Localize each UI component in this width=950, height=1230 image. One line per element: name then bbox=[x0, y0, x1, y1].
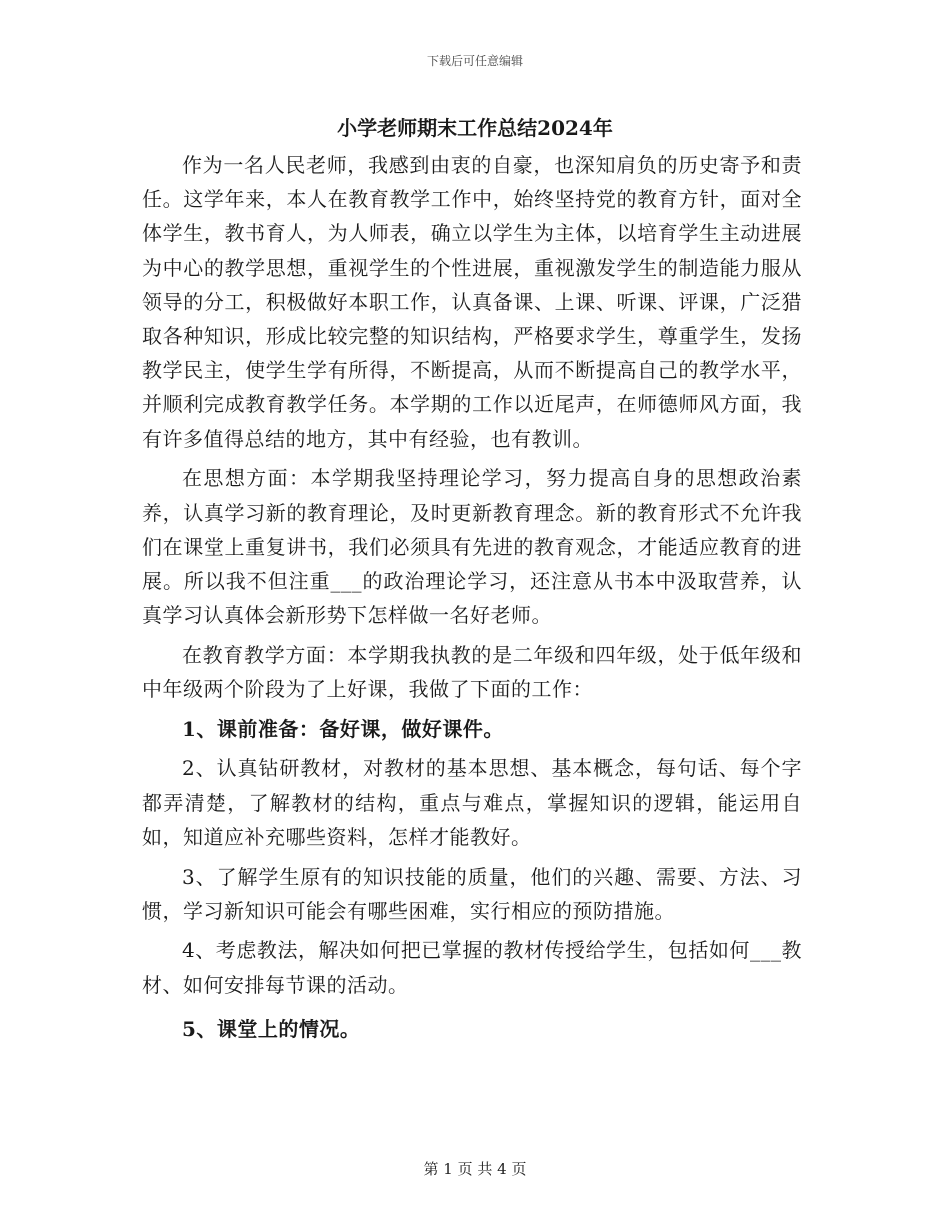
document-title: 小学老师期末工作总结2024年 bbox=[337, 116, 613, 140]
paragraph-thought: 在思想方面：本学期我坚持理论学习，努力提高自身的思想政治素养，认真学习新的教育理论，及时更新教育理念。新的教育形式不允许我们在课堂上重复讲书，我们必须具有先进的教育观念，才能适应教育的进展。所以我不但注重___的政治理论学习，还注意从书本中汲取营养，认真学习认真体会新形势下怎样做一名好老师。 bbox=[142, 466, 802, 628]
list-item-4: 4、考虑教法，解决如何把已掌握的教材传授给学生，包括如何___教材、如何安排每节课的活动。 bbox=[142, 938, 802, 997]
list-item-heading-5: 5、课堂上的情况。 bbox=[182, 1016, 361, 1041]
document-body bbox=[142, 148, 802, 1046]
paragraph-intro: 作为一名人民老师，我感到由衷的自豪，也深知肩负的历史寄予和责任。这学年来，本人在教育教学工作中，始终坚持党的教育方针，面对全体学生，教书育人，为人师表，确立以学生为主体，以培育学生主动进展为中心的教学思想，重视学生的个性进展，重视激发学生的制造能力服从领导的分工，积极做好本职工作，认真备课、上课、听课、评课，广泛猎取各种知识，形成比较完整的知识结构，严格要求学生，尊重学生，发扬教学民主，使学生学有所得，不断提高，从而不断提高自己的教学水平，并顺利完成教育教学任务。本学期的工作以近尾声，在师德师风方面，我有许多值得总结的地方，其中有经验，也有教训。 bbox=[142, 153, 802, 451]
page-header-note: 下载后可任意编辑 bbox=[426, 54, 523, 68]
list-item-heading-1: 1、课前准备：备好课，做好课件。 bbox=[182, 716, 504, 741]
list-item-3: 3、了解学生原有的知识技能的质量，他们的兴趣、需要、方法、习惯，学习新知识可能会有哪些困难，实行相应的预防措施。 bbox=[142, 864, 802, 923]
list-item-2: 2、认真钻研教材，对教材的基本思想、基本概念，每句话、每个字都弄清楚，了解教材的结构，重点与难点，掌握知识的逻辑，能运用自如，知道应补充哪些资料，怎样才能教好。 bbox=[142, 756, 802, 849]
paragraph-teaching: 在教育教学方面：本学期我执教的是二年级和四年级，处于低年级和中年级两个阶段为了上好课，我做了下面的工作： bbox=[142, 642, 802, 702]
page-footer-number: 第 1 页 共 4 页 bbox=[423, 1160, 527, 1178]
